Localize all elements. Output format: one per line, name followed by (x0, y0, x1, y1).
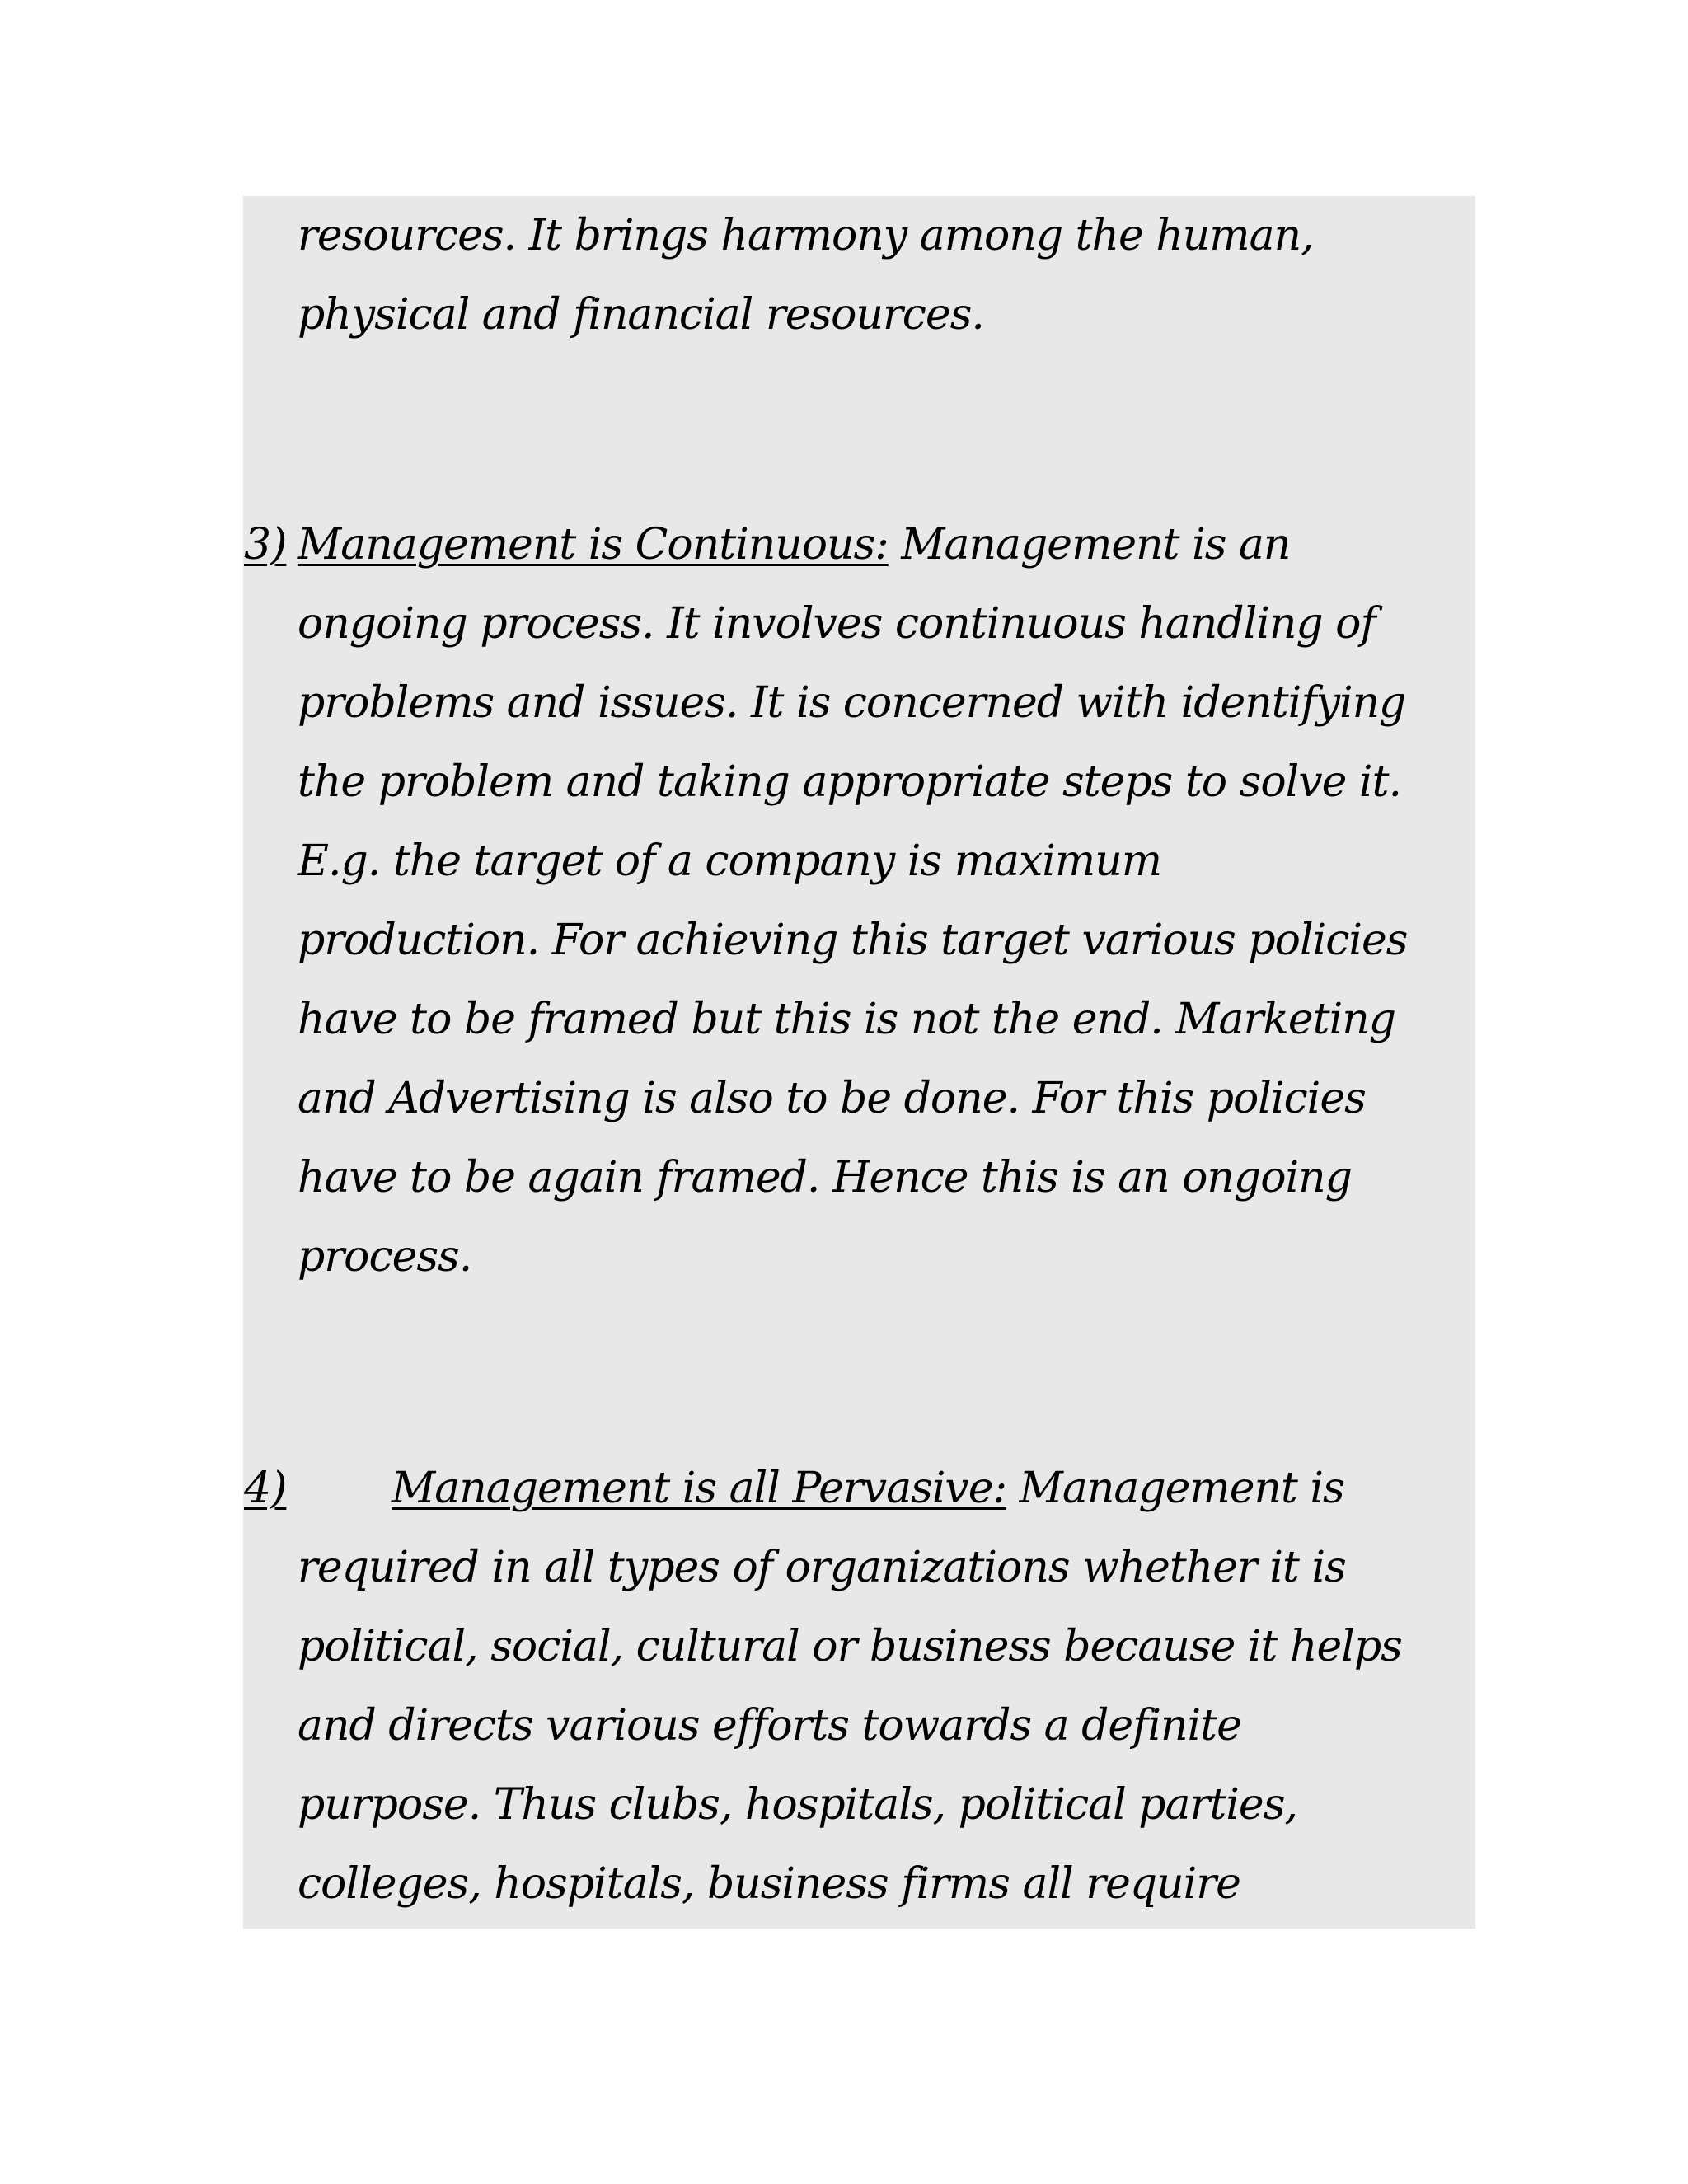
point-4-first-line-rest: Management is (1006, 1464, 1344, 1513)
point-4-marker: 4) (244, 1464, 287, 1513)
point-3-marker: 3) (244, 520, 287, 569)
point-3-line-6: production. For achieving this target various policies (298, 916, 1408, 965)
point-3-line-7: have to be framed but this is not the end. Marketing (298, 995, 1395, 1044)
point-4-heading: Management is all Pervasive: (392, 1464, 1007, 1513)
point-4-first-line (392, 1449, 1344, 1528)
point-4-line-2: required in all types of organizations whether it is (298, 1543, 1346, 1592)
point-3-line-9: have to be again framed. Hence this is an ongoing (298, 1153, 1352, 1202)
point-3-line-2: ongoing process. It involves continuous handling of (298, 599, 1376, 649)
point-3-first-line-rest: Management is an (888, 520, 1291, 569)
point-3-line-3: problems and issues. It is concerned with identifying (298, 678, 1406, 728)
point-3-line-5: E.g. the target of a company is maximum (298, 837, 1162, 886)
intro-line-1: resources. It brings harmony among the human, (298, 211, 1314, 260)
point-3-first-line (298, 505, 1290, 584)
point-4-line-3: political, social, cultural or business because it helps (298, 1622, 1402, 1671)
point-4-line-6: colleges, hospitals, business firms all require (298, 1859, 1240, 1909)
point-3-heading: Management is Continuous: (298, 520, 889, 569)
point-4-line-4: and directs various efforts towards a definite (298, 1701, 1241, 1750)
point-3-line-10: process. (298, 1232, 472, 1282)
intro-line-2: physical and financial resources. (298, 290, 984, 340)
point-4-line-5: purpose. Thus clubs, hospitals, political parties, (298, 1780, 1297, 1830)
point-3-line-8: and Advertising is also to be done. For this policies (298, 1074, 1366, 1123)
point-3-line-4: the problem and taking appropriate steps to solve it. (298, 757, 1401, 807)
